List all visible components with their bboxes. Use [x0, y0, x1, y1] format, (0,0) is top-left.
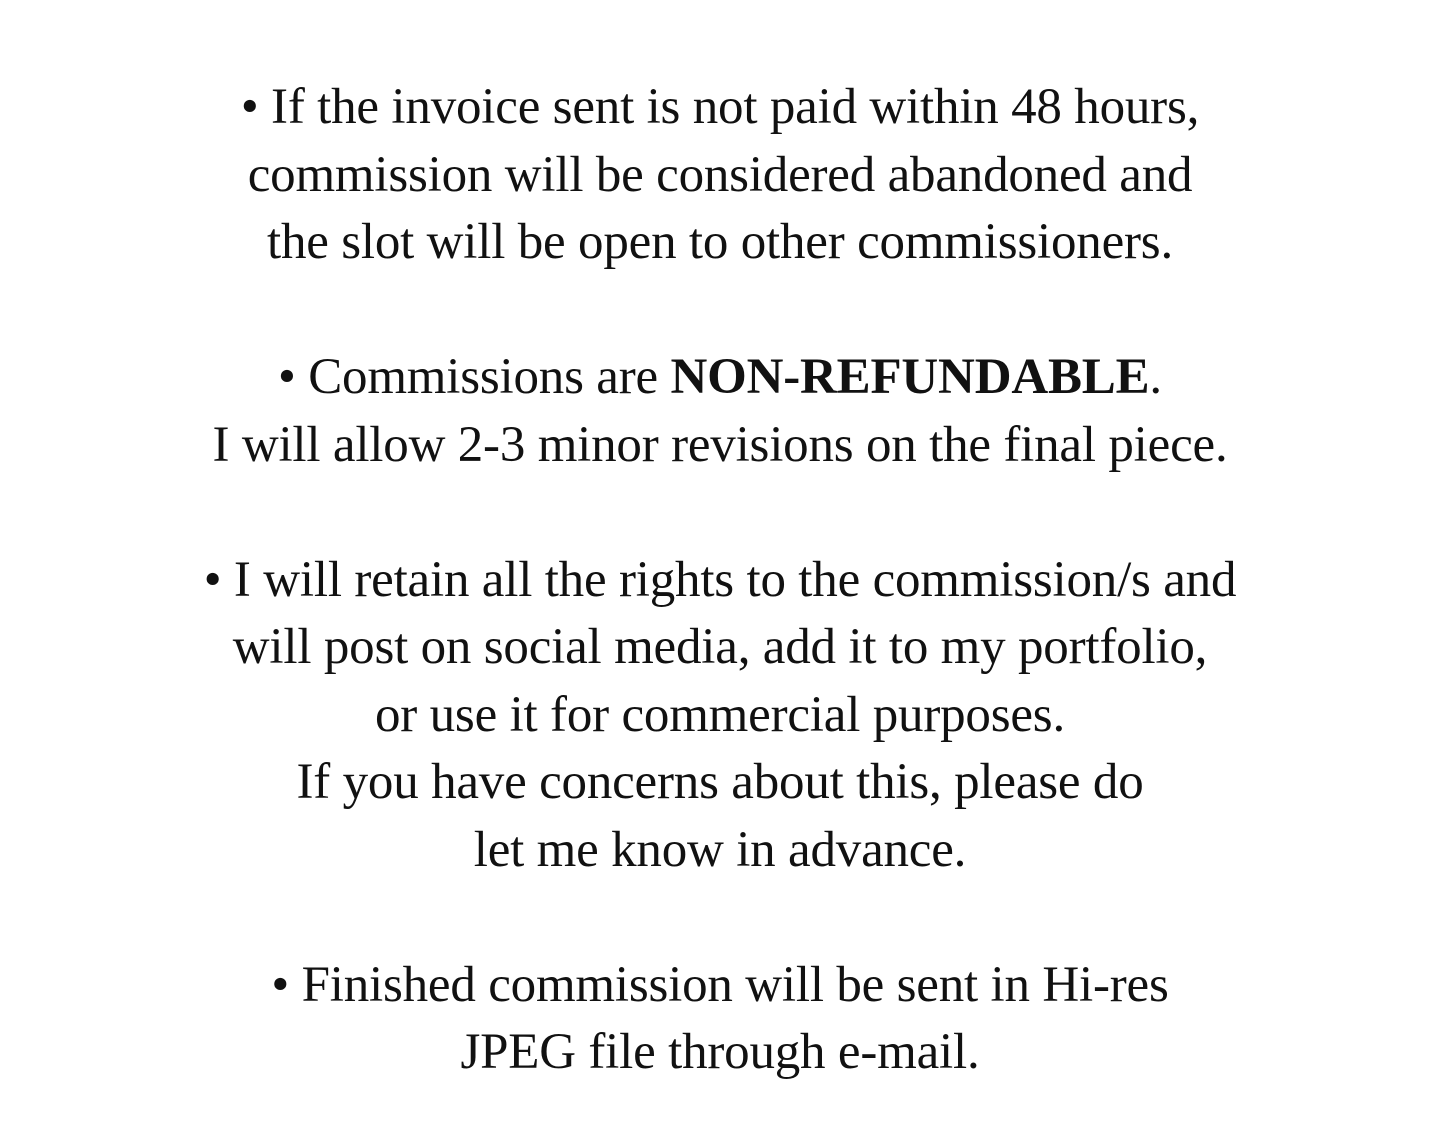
paragraph-spacer [0, 277, 1440, 345]
term-line: • Finished commission will be sent in Hi-res [271, 956, 1169, 1013]
term-delivery [0, 952, 1440, 1087]
term-text: . [1149, 349, 1162, 405]
term-line: commission will be considered abandoned and [247, 146, 1193, 203]
term-line: JPEG file through e-mail. [460, 1024, 980, 1080]
term-line: I will allow 2-3 minor revisions on the final piece. [212, 416, 1228, 473]
term-line: will post on social media, add it to my portfolio, [232, 619, 1208, 675]
term-line: If you have concerns about this, please do [296, 754, 1144, 810]
paragraph-spacer [0, 884, 1440, 952]
term-invoice-deadline [0, 74, 1440, 277]
term-non-refundable [0, 344, 1440, 479]
non-refundable-emphasis: NON-REFUNDABLE [670, 349, 1150, 405]
term-line: • If the invoice sent is not paid within 48 hours, [240, 79, 1200, 135]
paragraph-spacer [0, 479, 1440, 547]
term-text: • Commissions are [278, 349, 671, 405]
term-line: the slot will be open to other commissioners. [266, 214, 1174, 270]
term-line [0, 344, 1440, 412]
term-line: or use it for commercial purposes. [375, 686, 1065, 743]
term-rights [0, 547, 1440, 885]
terms-text-block [0, 74, 1440, 1087]
term-line: • I will retain all the rights to the commission/s and [203, 551, 1237, 608]
term-line: let me know in advance. [473, 821, 967, 878]
